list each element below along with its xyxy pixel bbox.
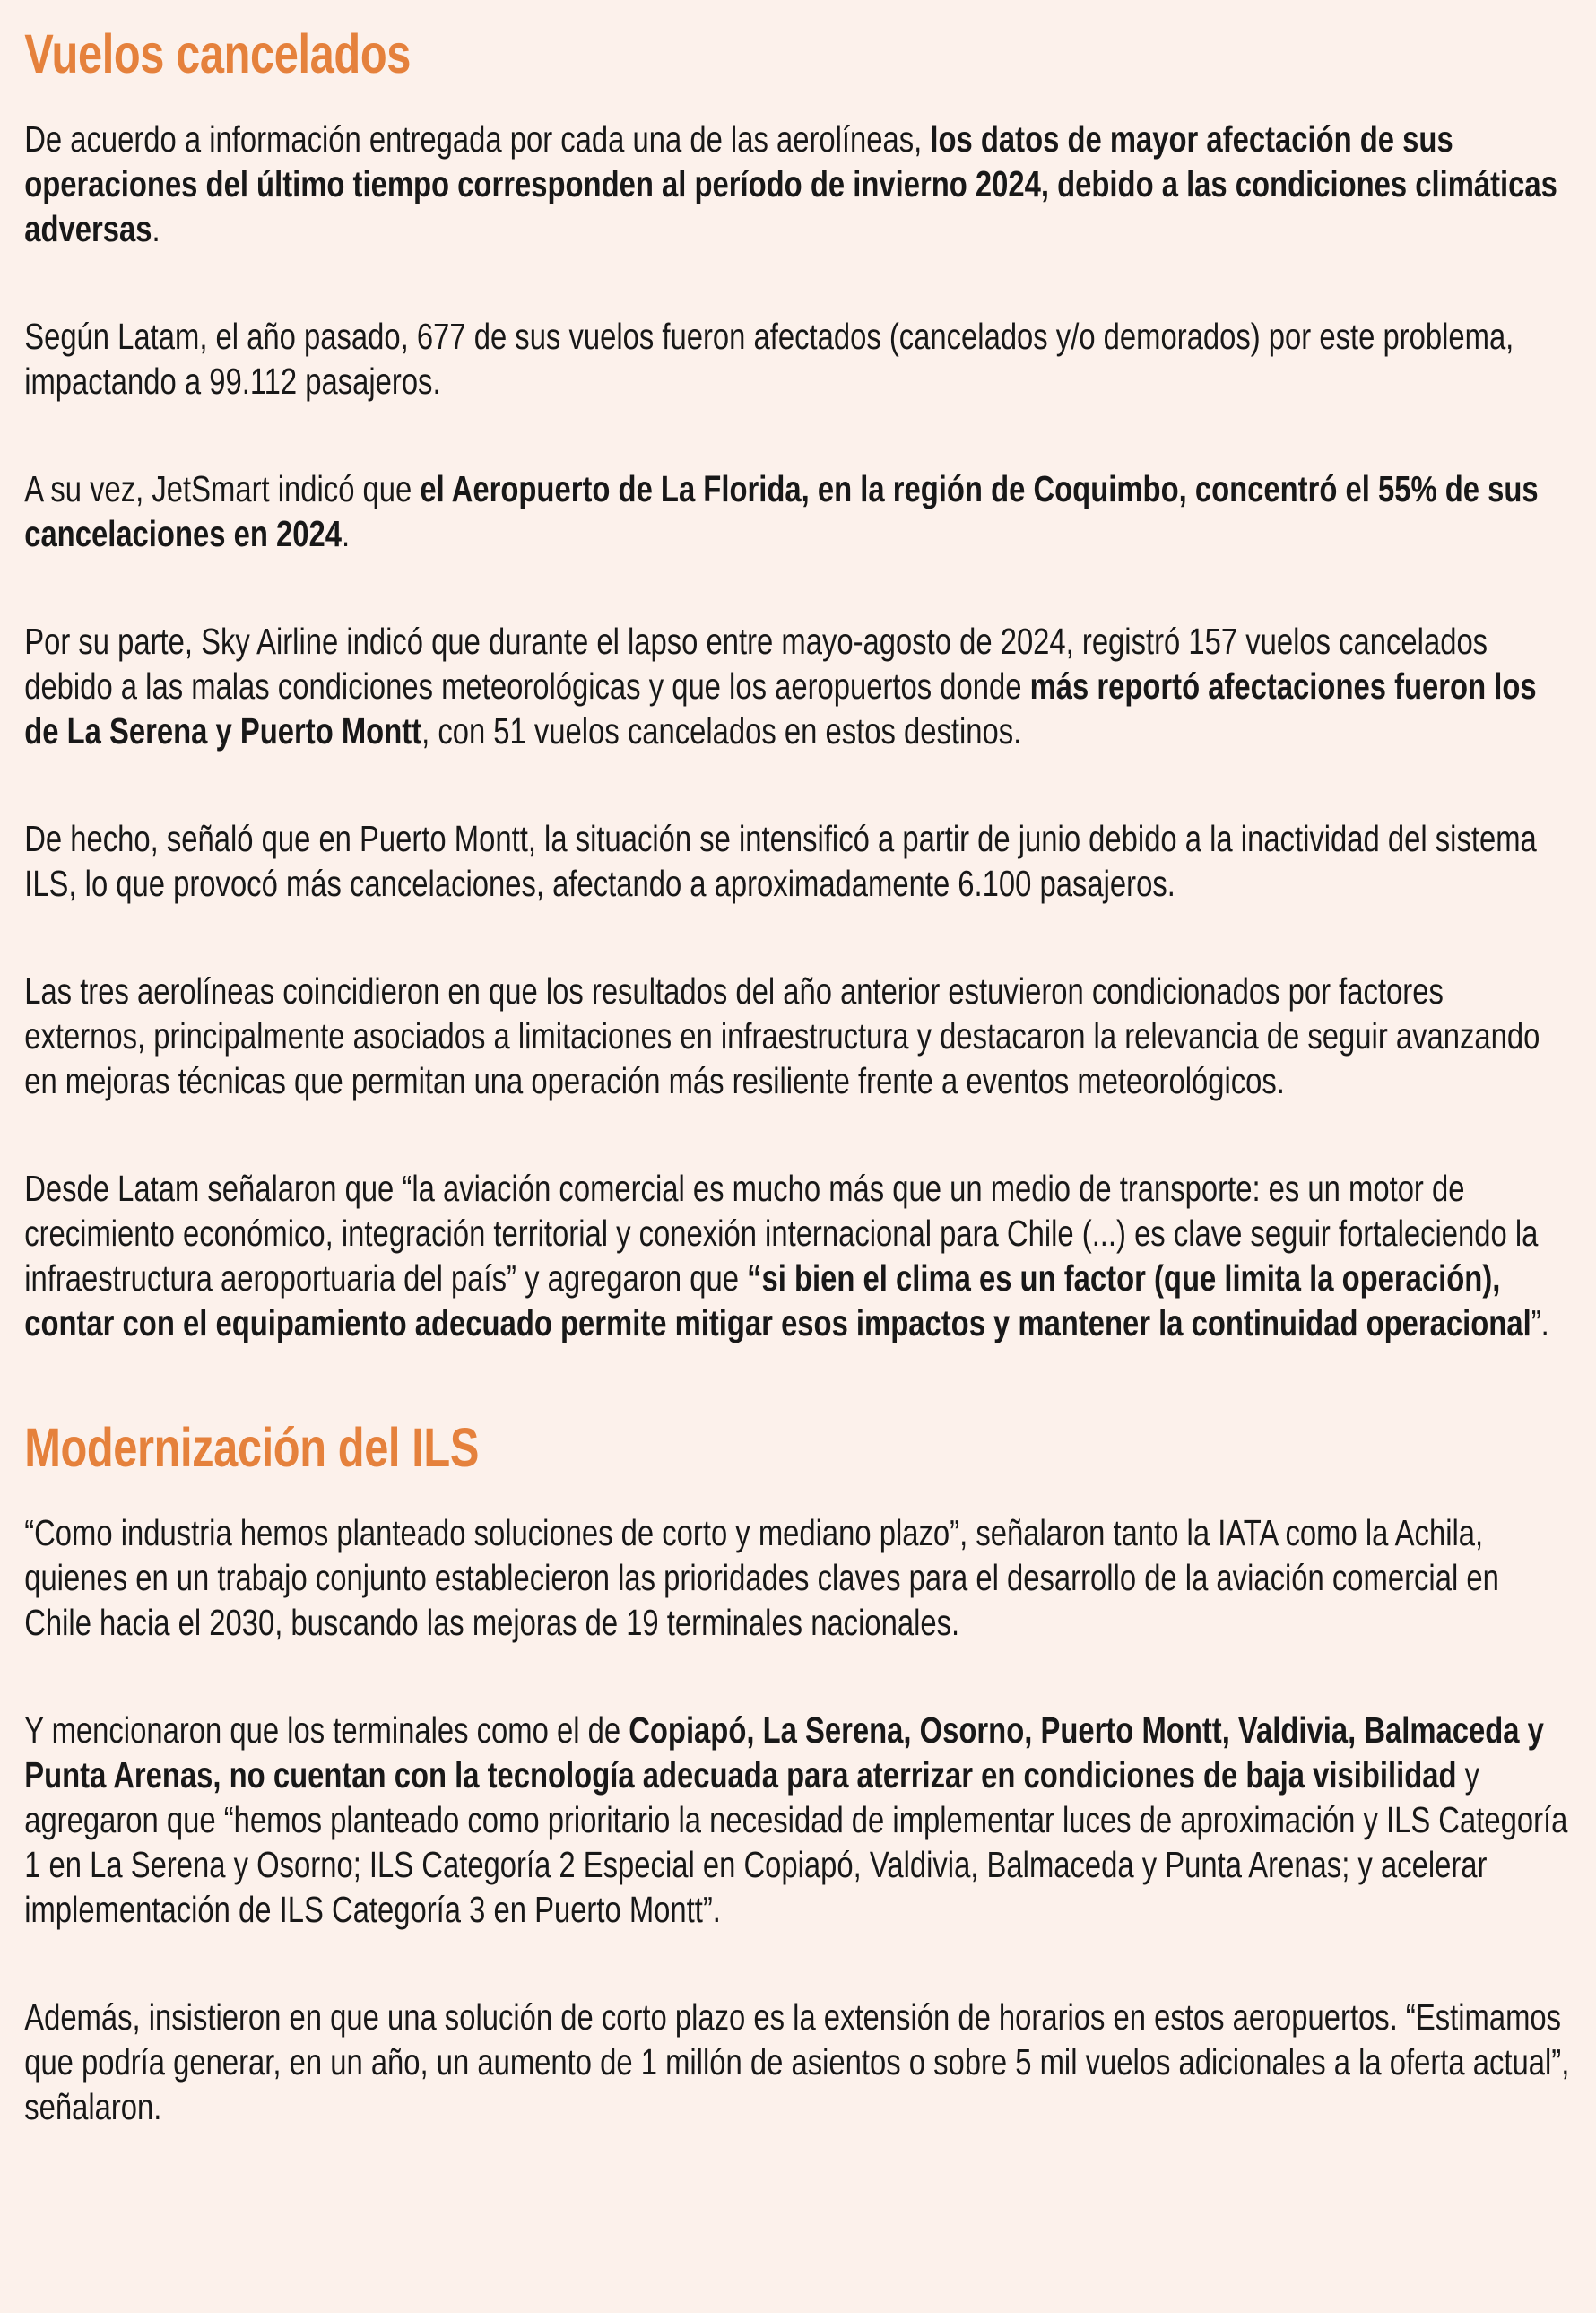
article-page bbox=[0, 23, 1596, 2129]
paragraph bbox=[24, 816, 1570, 906]
section-heading: Modernización del ILS bbox=[24, 1417, 479, 1478]
bold-text-run: más reportó afectaciones fueron los de La Serena y Puerto Montt bbox=[24, 665, 1537, 752]
paragraph bbox=[24, 1510, 1570, 1645]
paragraph bbox=[24, 1708, 1570, 1932]
text-run: Además, insistieron en que una solución de corto plazo es la extensión de horarios en estos aeropuertos. “Estimamos que podría generar, en un año, un aumento de 1 millón de asientos o sobre 5 mil vuelos adicionales a la oferta actual”, señalaron. bbox=[24, 1996, 1570, 2127]
text-run: ”. bbox=[1531, 1302, 1549, 1343]
paragraph bbox=[24, 969, 1570, 1103]
text-run: Las tres aerolíneas coincidieron en que los resultados del año anterior estuvieron condicionados por factores externos, principalmente asociados a limitaciones en infraestructura y destacaron la relevancia de seguir avanzando en mejoras técnicas que permitan una operación más resiliente frente a eventos meteorológicos. bbox=[24, 970, 1540, 1101]
paragraph bbox=[24, 1166, 1570, 1345]
text-run: Desde Latam señalaron que “la aviación comercial es mucho más que un medio de transporte: es un motor de crecimiento económico, integración territorial y conexión internacional para Chile (...) es clave seguir fortaleciendo la infraestructura aeroportuaria del país” y agregaron que bbox=[24, 1168, 1539, 1299]
text-run: Por su parte, Sky Airline indicó que durante el lapso entre mayo-agosto de 2024, registró 157 vuelos cancelados debido a las malas condiciones meteorológicas y que los aeropuertos donde bbox=[24, 621, 1488, 707]
bold-text-run: los datos de mayor afectación de sus operaciones del último tiempo corresponden al período de invierno 2024, debido a las condiciones climáticas adversas bbox=[24, 118, 1557, 249]
paragraph bbox=[24, 117, 1570, 251]
paragraph bbox=[24, 314, 1570, 404]
text-run: De hecho, señaló que en Puerto Montt, la situación se intensificó a partir de junio debido a la inactividad del sistema ILS, lo que provocó más cancelaciones, afectando a aproximadamente 6.100 pasajeros. bbox=[24, 818, 1537, 904]
bold-text-run: el Aeropuerto de La Florida, en la región de Coquimbo, concentró el 55% de sus cancelaciones en 2024 bbox=[24, 468, 1539, 554]
section-heading: Vuelos cancelados bbox=[24, 23, 411, 84]
article-sections bbox=[24, 23, 1570, 2129]
text-run: y agregaron que “hemos planteado como prioritario la necesidad de implementar luces de aproximación y ILS Categoría 1 en La Serena y Osorno; ILS Categoría 2 Especial en Copiapó, Valdivia, Balmaceda y Punta Arenas; y acelerar implementación de ILS Categoría 3 en Puerto Montt”. bbox=[24, 1754, 1568, 1930]
text-run: “Como industria hemos planteado soluciones de corto y mediano plazo”, señalaron tanto la IATA como la Achila, quienes en un trabajo conjunto establecieron las prioridades claves para el desarrollo de la aviación comercial en Chile hacia el 2030, buscando las mejoras de 19 terminales nacionales. bbox=[24, 1512, 1499, 1643]
text-run: , con 51 vuelos cancelados en estos destinos. bbox=[421, 710, 1022, 752]
paragraph bbox=[24, 619, 1570, 753]
paragraph bbox=[24, 1995, 1570, 2129]
bold-text-run: Copiapó, La Serena, Osorno, Puerto Montt, Valdivia, Balmaceda y Punta Arenas, no cuentan con la tecnología adecuada para aterrizar en condiciones de baja visibilidad bbox=[24, 1709, 1544, 1796]
text-run: Y mencionaron que los terminales como el de bbox=[24, 1709, 629, 1751]
text-run: . bbox=[341, 513, 351, 554]
article-body bbox=[0, 23, 1596, 2129]
text-run: . bbox=[152, 208, 160, 249]
paragraph bbox=[24, 466, 1570, 556]
bold-text-run: “si bien el clima es un factor (que limita la operación), contar con el equipamiento adecuado permite mitigar esos impactos y mantener la continuidad operacional bbox=[24, 1257, 1531, 1343]
text-run: De acuerdo a información entregada por cada una de las aerolíneas, bbox=[24, 118, 931, 160]
text-run: A su vez, JetSmart indicó que bbox=[24, 468, 421, 509]
text-run: Según Latam, el año pasado, 677 de sus vuelos fueron afectados (cancelados y/o demorados) por este problema, impactando a 99.112 pasajeros. bbox=[24, 316, 1514, 402]
